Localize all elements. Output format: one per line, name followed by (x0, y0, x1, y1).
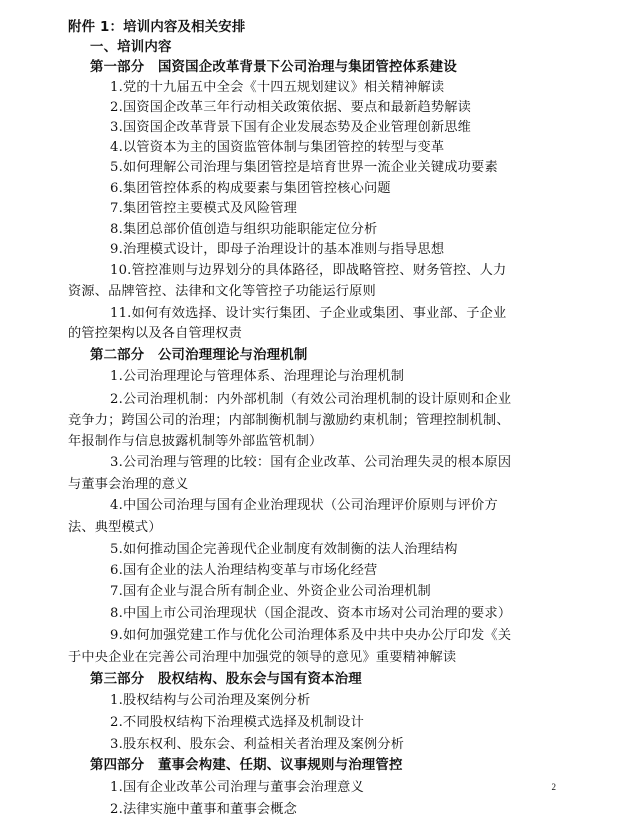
text-line: 8.中国上市公司治理现状（国企混改、资本市场对公司治理的要求） (110, 606, 512, 621)
page-number: 2 (551, 782, 556, 792)
text-line: 竞争力；跨国公司的治理；内部制衡机制与激励约束机制；管理控制机制、 (68, 413, 510, 428)
text-line: 6.国有企业的法人治理结构变革与市场化经营 (110, 563, 378, 578)
text-line: 3.国资国企改革背景下国有企业发展态势及企业管理创新思维 (110, 120, 472, 135)
text-line: 年报制作与信息披露机制等外部监管机制） (68, 434, 323, 449)
text-line: 5.如何推动国企完善现代企业制度有效制衡的法人治理结构 (110, 542, 458, 557)
text-line: 4.以管资本为主的国资监管体制与集团管控的转型与变革 (110, 140, 445, 155)
text-line: 5.如何理解公司治理与集团管控是培育世界一流企业关键成功要素 (110, 160, 498, 175)
text-line: 8.集团总部价值创造与组织功能职能定位分析 (110, 222, 378, 237)
text-line: 1.股权结构与公司治理及案例分析 (110, 693, 311, 708)
section-heading: 附件 1：培训内容及相关安排 (68, 20, 246, 35)
text-line: 10.管控准则与边界划分的具体路径，即战略管控、财务管控、人力 (110, 263, 507, 278)
text-line: 4.中国公司治理与国有企业治理现状（公司治理评价原则与评价方 (110, 498, 498, 513)
text-line: 于中央企业在完善公司治理中加强党的领导的意见》重要精神解读 (68, 650, 457, 665)
text-line: 2.公司治理机制：内外部机制（有效公司治理机制的设计原则和企业 (110, 392, 512, 407)
section-heading: 第四部分 董事会构建、任期、议事规则与治理管控 (90, 758, 403, 773)
text-line: 9.如何加强党建工作与优化公司治理体系及中共中央办公厅印发《关 (110, 628, 512, 643)
text-line: 1.国有企业改革公司治理与董事会治理意义 (110, 780, 364, 795)
section-heading: 第二部分 公司治理理论与治理机制 (90, 348, 308, 363)
text-line: 7.国有企业与混合所有制企业、外资企业公司治理机制 (110, 584, 431, 599)
text-line: 3.公司治理与管理的比较：国有企业改革、公司治理失灵的根本原因 (110, 455, 512, 470)
text-line: 6.集团管控体系的构成要素与集团管控核心问题 (110, 181, 391, 196)
text-line: 2.法律实施中董事和董事会概念 (110, 802, 298, 817)
text-line: 的管控架构以及各自管理权责 (68, 326, 243, 341)
section-heading: 第一部分 国资国企改革背景下公司治理与集团管控体系建设 (90, 60, 457, 75)
text-line: 法、典型模式） (68, 520, 162, 535)
text-line: 1.党的十九届五中全会《十四五规划建议》相关精神解读 (110, 80, 445, 95)
section-heading: 第三部分 股权结构、股东会与国有资本治理 (90, 672, 362, 687)
text-line: 3.股东权利、股东会、利益相关者治理及案例分析 (110, 737, 405, 752)
text-line: 9.治理模式设计，即母子治理设计的基本准则与指导思想 (110, 242, 445, 257)
text-line: 11.如何有效选择、设计实行集团、子企业或集团、事业部、子企业 (110, 306, 507, 321)
text-line: 资源、品牌管控、法律和文化等管控子功能运行原则 (68, 284, 376, 299)
text-line: 2.国资国企改革三年行动相关政策依据、要点和最新趋势解读 (110, 100, 472, 115)
text-line: 2.不同股权结构下治理模式选择及机制设计 (110, 715, 364, 730)
text-line: 1.公司治理理论与管理体系、治理理论与治理机制 (110, 369, 405, 384)
text-line: 7.集团管控主要模式及风险管理 (110, 201, 298, 216)
text-line: 与董事会治理的意义 (68, 477, 189, 492)
section-heading: 一、培训内容 (90, 40, 172, 55)
